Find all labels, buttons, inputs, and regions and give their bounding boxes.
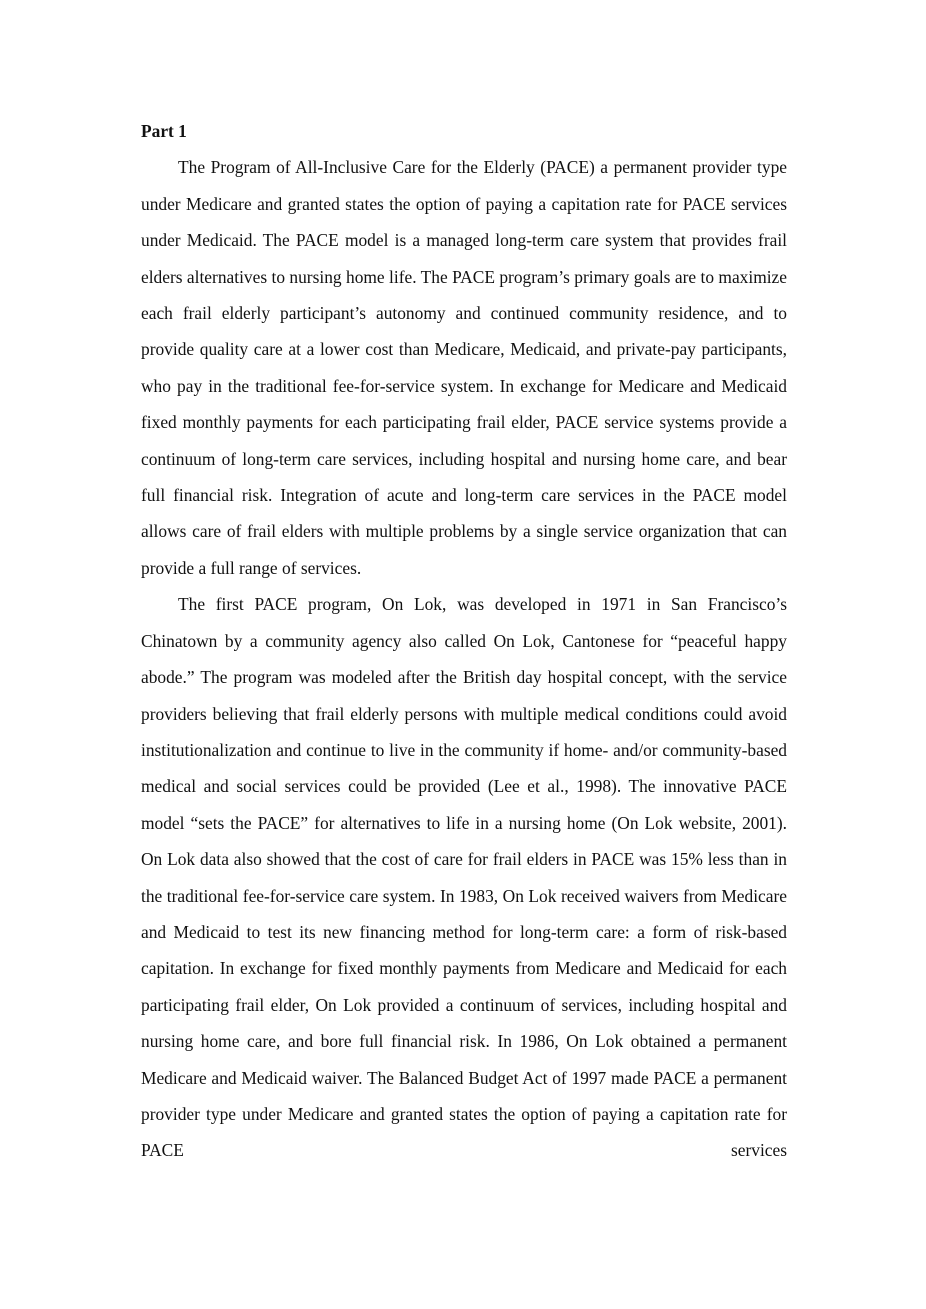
section-heading: Part 1 (141, 121, 187, 141)
paragraph-2: The first PACE program, On Lok, was developed in 1971 in San Francisco’s Chinatown by a community agency also called On Lok, Cantonese for “peaceful happy abode.” The program was modeled after the British day hospital concept, with the service providers believing that frail elderly persons with multiple medical conditions could avoid institutionalization and continue to live in the community if home- and/or community-based medical and social services could be provided (Lee et al., 1998). The innovative PACE model “sets the PACE” for alternatives to life in a nursing home (On Lok website, 2001). On Lok data also showed that the cost of care for frail elders in PACE was 15% less than in the traditional fee-for-service care system. In 1983, On Lok received waivers from Medicare and Medicaid to test its new financing method for long-term care: a form of risk-based capitation. In exchange for fixed monthly payments from Medicare and Medicaid for each participating frail elder, On Lok provided a continuum of services, including hospital and nursing home care, and bore full financial risk. In 1986, On Lok obtained a permanent Medicare and Medicaid waiver. The Balanced Budget Act of 1997 made PACE a permanent provider type under Medicare and granted states the option of paying a capitation rate for PACE services (141, 594, 787, 1161)
document-body (141, 113, 787, 1169)
paragraph-1: The Program of All-Inclusive Care for the Elderly (PACE) a permanent provider type under Medicare and granted states the option of paying a capitation rate for PACE services under Medicaid. The PACE model is a managed long-term care system that provides frail elders alternatives to nursing home life. The PACE program’s primary goals are to maximize each frail elderly participant’s autonomy and continued community residence, and to provide quality care at a lower cost than Medicare, Medicaid, and private-pay participants, who pay in the traditional fee-for-service system. In exchange for Medicare and Medicaid fixed monthly payments for each participating frail elder, PACE service systems provide a continuum of long-term care services, including hospital and nursing home care, and bear full financial risk. Integration of acute and long-term care services in the PACE model allows care of frail elders with multiple problems by a single service organization that can provide a full range of services. (141, 157, 787, 578)
